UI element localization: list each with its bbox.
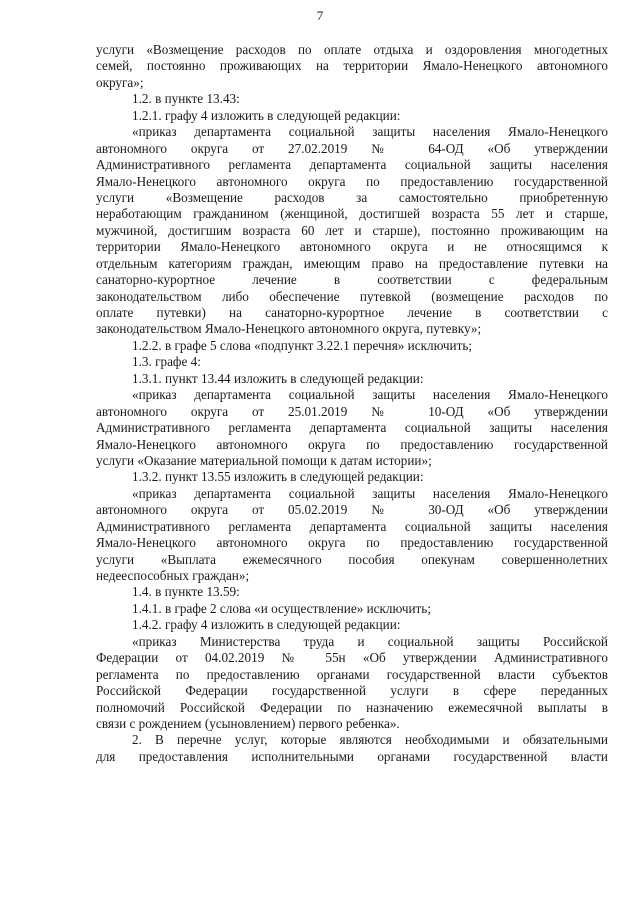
text-line: Ямало-Ненецкого автономного округа по предоставлению государственной bbox=[96, 173, 608, 189]
document-body bbox=[96, 42, 608, 765]
text-line: «приказ департамента социальной защиты населения Ямало-Ненецкого bbox=[132, 387, 608, 403]
text-line: для предоставления исполнительными органами государственной власти bbox=[96, 748, 608, 764]
text-line: 2. В перечне услуг, которые являются необходимыми и обязательными bbox=[132, 732, 608, 748]
text-line: Ямало-Ненецкого автономного округа по предоставлению государственной bbox=[96, 436, 608, 452]
text-line: территории Ямало-Ненецкого автономного округа и не относящимся к bbox=[96, 239, 608, 255]
text-line: 1.2.1. графу 4 изложить в следующей редакции: bbox=[132, 107, 401, 123]
text-line: 1.3. графе 4: bbox=[132, 354, 201, 370]
page-number: 7 bbox=[316, 8, 324, 23]
text-line: автономного округа от 25.01.2019 № 10-ОД «Об утверждении bbox=[96, 403, 608, 419]
text-line: Административного регламента департамента социальной защиты населения bbox=[96, 518, 608, 534]
text-line: отдельным категориям граждан, имеющим право на предоставление путевки на bbox=[96, 255, 608, 271]
text-line: «приказ департамента социальной защиты населения Ямало-Ненецкого bbox=[132, 124, 608, 140]
text-line: услуги «Возмещение расходов по оплате отдыха и оздоровления многодетных bbox=[96, 42, 608, 57]
text-line: 1.3.2. пункт 13.55 изложить в следующей редакции: bbox=[132, 469, 424, 485]
text-line: 1.4.2. графу 4 изложить в следующей редакции: bbox=[132, 617, 401, 633]
text-line: 1.2. в пункте 13.43: bbox=[132, 91, 240, 107]
text-line: автономного округа от 05.02.2019 № 30-ОД «Об утверждении bbox=[96, 502, 608, 518]
text-line: мужчиной, достигшим возраста 60 лет и старше), постоянно проживающим на bbox=[96, 222, 608, 238]
text-line: Административного регламента департамента социальной защиты населения bbox=[96, 420, 608, 436]
text-line: оплате путевки) на санаторно-курортное лечение в соответствии с bbox=[96, 305, 608, 320]
text-line: услуги «Оказание материальной помощи к датам истории»; bbox=[96, 452, 432, 468]
text-line: автономного округа от 27.02.2019 № 64-ОД «Об утверждении bbox=[96, 140, 608, 156]
text-line: регламента по предоставлению органами государственной власти субъектов bbox=[96, 666, 608, 682]
text-line: санаторно-курортное лечение в соответствии с федеральным bbox=[96, 272, 608, 288]
text-line: 1.4.1. в графе 2 слова «и осуществление» исключить; bbox=[132, 600, 431, 616]
text-line: «приказ департамента социальной защиты населения Ямало-Ненецкого bbox=[132, 485, 608, 501]
text-line: округа»; bbox=[96, 74, 144, 90]
text-line: 1.2.2. в графе 5 слова «подпункт 3.22.1 перечня» исключить; bbox=[132, 337, 473, 353]
text-line: недееспособных граждан»; bbox=[96, 568, 250, 583]
text-line: услуги «Выплата ежемесячного пособия опекунам совершеннолетних bbox=[96, 551, 608, 567]
text-line: 1.4. в пункте 13.59: bbox=[132, 584, 240, 600]
text-line: неработающим гражданином (женщиной, достигшей возраста 55 лет и старше, bbox=[96, 206, 608, 222]
text-line: «приказ Министерства труда и социальной защиты Российской bbox=[132, 633, 608, 649]
text-line: полномочий Российской Федерации по назначению ежемесячной выплаты в bbox=[96, 699, 608, 715]
text-line: Российской Федерации государственной услуги в сфере переданных bbox=[96, 683, 608, 699]
text-line: связи с рождением (усыновлением) первого ребенка». bbox=[96, 715, 400, 731]
text-line: услуги «Возмещение расходов за самостоятельно приобретенную bbox=[96, 189, 608, 205]
text-line: семей, постоянно проживающих на территории Ямало-Ненецкого автономного bbox=[96, 58, 608, 74]
text-line: законодательством Ямало-Ненецкого автономного округа, путевку»; bbox=[96, 321, 482, 337]
text-line: законодательством либо обеспечение путевкой (возмещение расходов по bbox=[96, 288, 608, 304]
text-line: 1.3.1. пункт 13.44 изложить в следующей редакции: bbox=[132, 370, 424, 386]
text-line: Административного регламента департамента социальной защиты населения bbox=[96, 157, 608, 173]
text-line: Федерации от 04.02.2019 № 55н «Об утверждении Административного bbox=[96, 650, 608, 666]
text-line: Ямало-Ненецкого автономного округа по предоставлению государственной bbox=[96, 535, 608, 551]
